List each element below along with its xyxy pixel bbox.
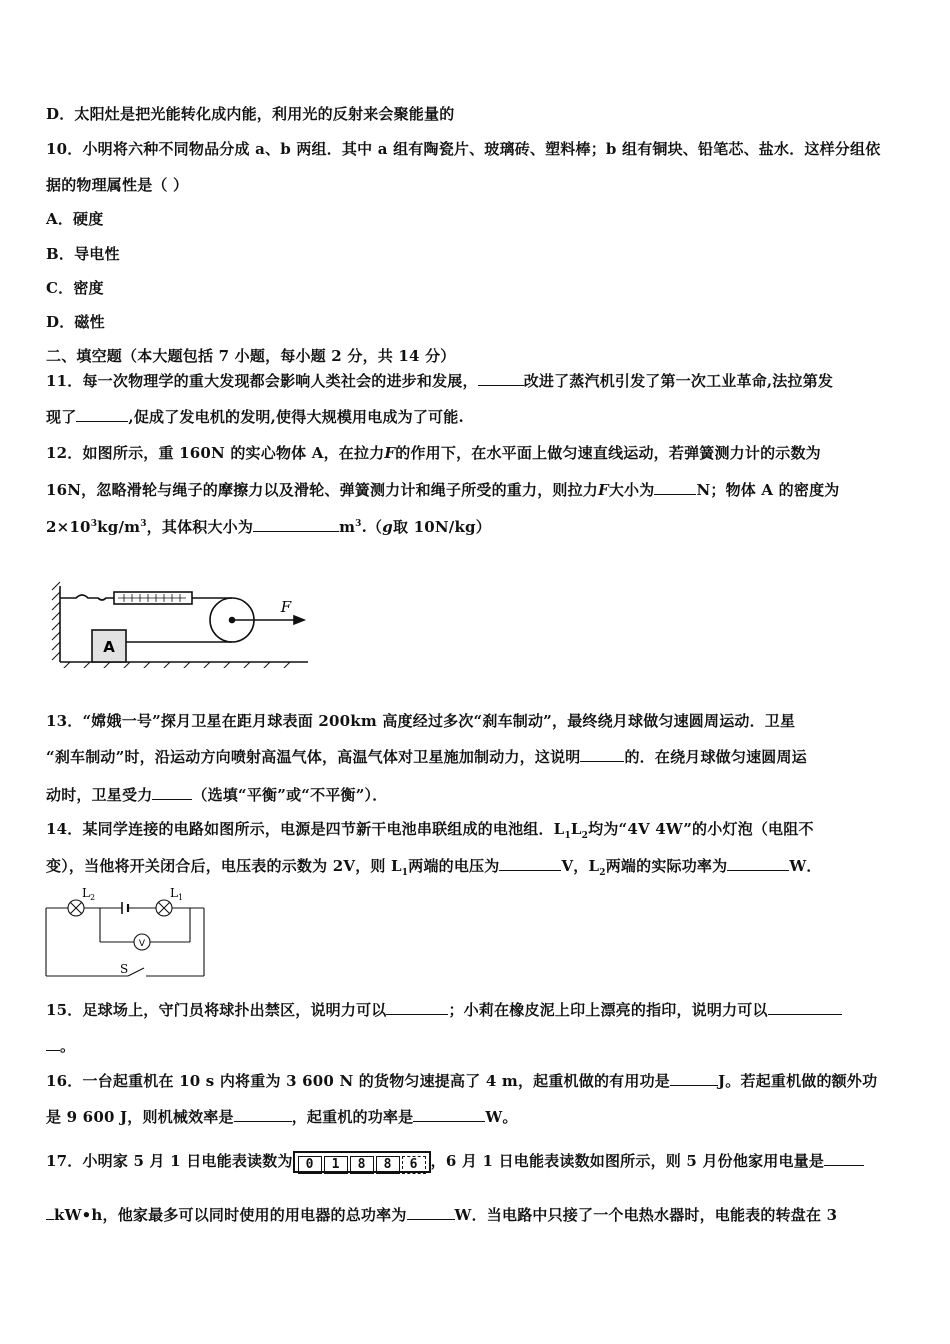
lamp-l2-label: L: [82, 886, 90, 900]
q10-stem-line1: 10．小明将六种不同物品分成 a、b 两组．其中 a 组有陶瓷片、玻璃砖、塑料棒；b 组有铜块、铅笔芯、盐水．这样分组依: [46, 140, 881, 158]
q12-line3: $2\times 10^3kg/m^3$，其体积大小为 $m^3.(g$取 10N/kg）: [46, 518, 491, 536]
q12-blank1[interactable]: [654, 480, 696, 495]
q13-line2: “刹车制动”时，沿运动方向喷射高温气体，高温气体对卫星施加制动力，这说明 的．在绕月球做匀速圆周运: [46, 748, 807, 766]
q16-line2: 是 9 600 J，则机械效率是 ，起重机的功率是 W。: [46, 1108, 518, 1126]
q10-option-a: A．硬度: [46, 210, 104, 228]
q14-line1: 14．某同学连接的电路如图所示，电源是四节新干电池串联组成的电池组．$L_1L_2$均为“4V 4W”的小灯泡（电阻不: [46, 820, 814, 841]
q11-blank1[interactable]: [478, 371, 524, 386]
q15-line1: 15．足球场上，守门员将球扑出禁区，说明力可以 ；小莉在橡皮泥上印上漂亮的指印，说明力可以: [46, 999, 842, 1020]
q14-line2: 变），当他将开关闭合后，电压表的示数为 2V，则 $L_1$两端的电压为 V，$L_2$两端的实际功率为 W．: [46, 857, 822, 878]
block-label: A: [103, 638, 115, 656]
voltmeter-label: V: [138, 939, 146, 949]
q10-option-d: D．磁性: [46, 313, 105, 331]
q17-blank1[interactable]: [824, 1151, 864, 1166]
switch-label: S: [120, 962, 129, 976]
q15-blank1[interactable]: [386, 1000, 448, 1015]
q17-blank2[interactable]: [407, 1205, 455, 1220]
q17-line1: 17．小明家 5 月 1 日电能表读数为 0 1 8 8 6 ，6 月 1 日电能表读数如图所示，则 5 月份他家用电量是: [46, 1150, 864, 1173]
q15-line2: 。: [46, 1035, 75, 1056]
q17-blank1-cont[interactable]: [46, 1205, 54, 1220]
q12-blank2[interactable]: [253, 517, 339, 532]
q17-line2: kW•h，他家最多可以同时使用的用电器的总功率为 W．当电路中只接了一个电热水器时，电能表的转盘在 3: [46, 1204, 837, 1225]
q9-option-d: D．太阳灶是把光能转化成内能，利用光的反射来会聚能量的: [46, 105, 455, 123]
q12-line2: 16N，忽略滑轮与绳子的摩擦力以及滑轮、弹簧测力计和绳子所受的重力，则拉力F大小为 N；物体 A 的密度为: [46, 481, 840, 499]
q12-line1: 12．如图所示，重 160N 的实心物体 A，在拉力F的作用下，在水平面上做匀速直线运动，若弹簧测力计的示数为: [46, 444, 821, 462]
q11-line1: 11．每一次物理学的重大发现都会影响人类社会的进步和发展， 改进了蒸汽机引发了第一次工业革命,法拉第发: [46, 372, 834, 390]
q13-blank1[interactable]: [580, 747, 624, 762]
q11-blank2[interactable]: [76, 407, 128, 422]
force-label: F: [280, 598, 292, 616]
q16-line1: 16．一台起重机在 10 s 内将重为 3 600 N 的货物匀速提高了 4 m，起重机做的有用功是 J。若起重机做的额外功: [46, 1072, 878, 1090]
q16-blank3[interactable]: [413, 1107, 485, 1122]
q13-line3: 动时，卫星受力 （选填“平衡”或“不平衡”）．: [46, 786, 388, 804]
q16-blank1[interactable]: [670, 1071, 718, 1086]
svg-text:1: 1: [178, 893, 184, 902]
lamp-l1-label: L: [170, 886, 178, 900]
q13-line1: 13．“嫦娥一号”探月卫星在距月球表面 200km 高度经过多次“刹车制动”，最终绕月球做匀速圆周运动．卫星: [46, 712, 796, 730]
circuit-figure: [40, 884, 212, 982]
q14-blank2[interactable]: [727, 856, 789, 871]
q14-blank1[interactable]: [499, 856, 561, 871]
q10-option-c: C．密度: [46, 279, 104, 297]
pulley-figure: [46, 578, 316, 668]
q10-option-b: B．导电性: [46, 245, 120, 263]
q13-blank2[interactable]: [152, 785, 192, 800]
q11-line2: 现了 ,促成了发电机的发明,使得大规模用电成为了可能.: [46, 408, 464, 426]
q16-blank2[interactable]: [234, 1107, 292, 1122]
energy-meter-reading: 0 1 8 8 6: [293, 1151, 431, 1173]
q10-stem-line2: 据的物理属性是（ ）: [46, 176, 189, 194]
section-heading: 二、填空题（本大题包括 7 小题，每小题 2 分，共 14 分）: [46, 347, 456, 365]
q15-blank2-cont[interactable]: [46, 1036, 60, 1051]
svg-text:2: 2: [90, 893, 96, 902]
q15-blank2[interactable]: [768, 1000, 842, 1015]
